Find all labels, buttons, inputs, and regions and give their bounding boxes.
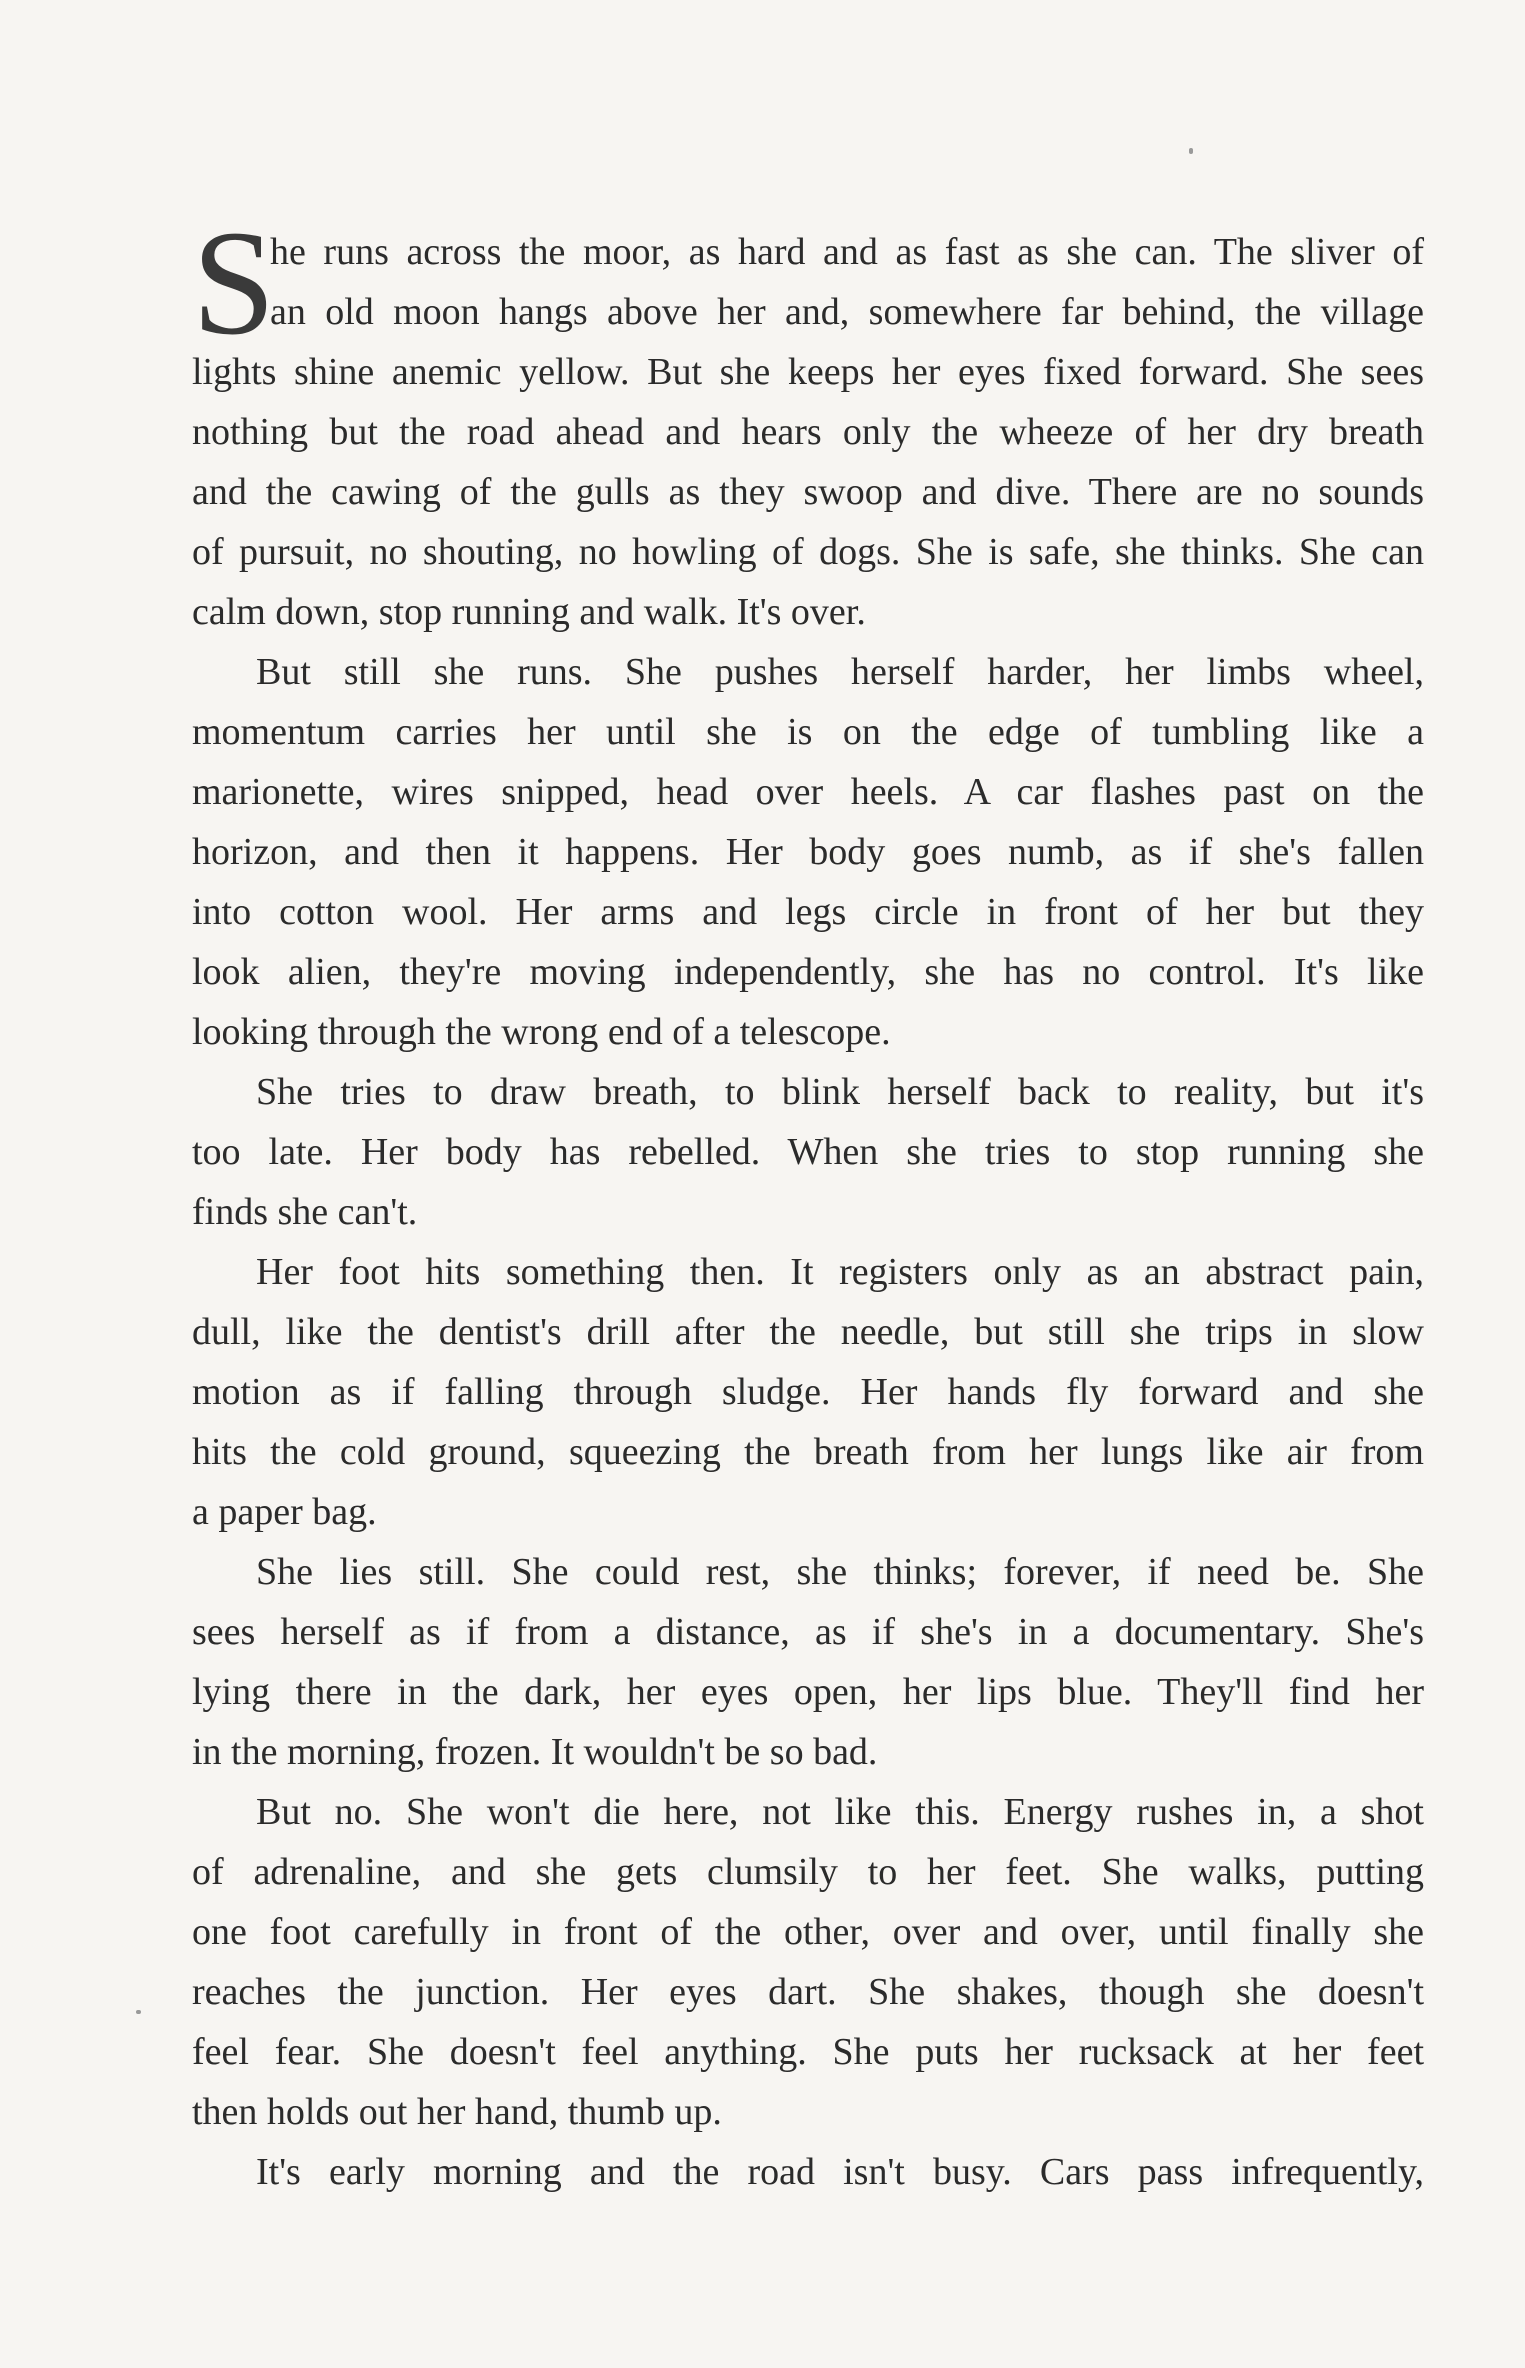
text-line: dull, like the dentist's drill after the needle, but still she trips in slow: [192, 1311, 1424, 1353]
text-line: he runs across the moor, as hard and as fast as she can. The sliver of: [270, 231, 1424, 273]
text-line: lying there in the dark, her eyes open, her lips blue. They'll find her: [192, 1671, 1424, 1713]
text-line: marionette, wires snipped, head over heels. A car flashes past on the: [192, 771, 1424, 813]
text-line: feel fear. She doesn't feel anything. She puts her rucksack at her feet: [192, 2031, 1424, 2073]
text-line: But no. She won't die here, not like this. Energy rushes in, a shot: [256, 1791, 1424, 1833]
ink-speck: [1189, 148, 1193, 154]
text-line: reaches the junction. Her eyes dart. She shakes, though she doesn't: [192, 1971, 1424, 2013]
text-line: into cotton wool. Her arms and legs circle in front of her but they: [192, 891, 1424, 933]
text-line: Her foot hits something then. It registers only as an abstract pain,: [256, 1251, 1424, 1293]
text-line: then holds out her hand, thumb up.: [192, 2091, 722, 2133]
text-line: She tries to draw breath, to blink herself back to reality, but it's: [256, 1071, 1424, 1113]
text-line: motion as if falling through sludge. Her hands fly forward and she: [192, 1371, 1424, 1413]
text-line: of pursuit, no shouting, no howling of dogs. She is safe, she thinks. She can: [192, 531, 1424, 573]
ink-speck: [136, 2010, 141, 2014]
text-line: in the morning, frozen. It wouldn't be so bad.: [192, 1731, 878, 1773]
drop-cap: S: [192, 200, 276, 366]
text-line: one foot carefully in front of the other, over and over, until finally she: [192, 1911, 1424, 1953]
text-line: She lies still. She could rest, she thinks; forever, if need be. She: [256, 1551, 1424, 1593]
text-line: But still she runs. She pushes herself harder, her limbs wheel,: [256, 651, 1424, 693]
text-line: It's early morning and the road isn't busy. Cars pass infrequently,: [256, 2151, 1424, 2193]
text-line: hits the cold ground, squeezing the breath from her lungs like air from: [192, 1431, 1424, 1473]
text-line: lights shine anemic yellow. But she keeps her eyes fixed forward. She sees: [192, 351, 1424, 393]
text-line: and the cawing of the gulls as they swoop and dive. There are no sounds: [192, 471, 1424, 513]
text-line: calm down, stop running and walk. It's over.: [192, 591, 866, 633]
text-line: sees herself as if from a distance, as if she's in a documentary. She's: [192, 1611, 1424, 1653]
text-line: momentum carries her until she is on the edge of tumbling like a: [192, 711, 1424, 753]
text-line: horizon, and then it happens. Her body goes numb, as if she's fallen: [192, 831, 1424, 873]
text-line: a paper bag.: [192, 1491, 377, 1533]
text-line: an old moon hangs above her and, somewhere far behind, the village: [270, 291, 1424, 333]
text-line: looking through the wrong end of a telescope.: [192, 1011, 891, 1053]
text-line: finds she can't.: [192, 1191, 418, 1233]
text-line: of adrenaline, and she gets clumsily to her feet. She walks, putting: [192, 1851, 1424, 1893]
body-text: [192, 222, 1424, 2202]
text-line: look alien, they're moving independently, she has no control. It's like: [192, 951, 1424, 993]
text-line: too late. Her body has rebelled. When she tries to stop running she: [192, 1131, 1424, 1173]
text-line: nothing but the road ahead and hears only the wheeze of her dry breath: [192, 411, 1424, 453]
